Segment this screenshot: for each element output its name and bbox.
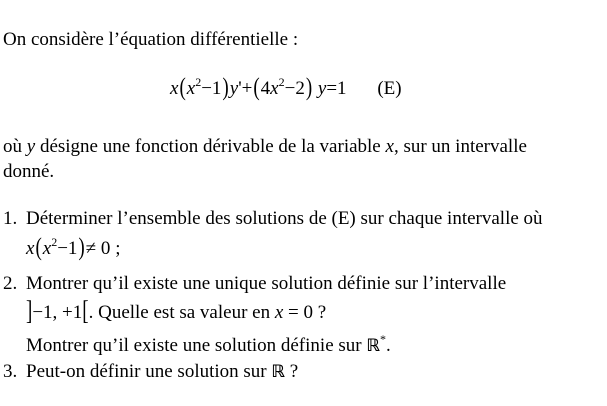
desc-y: y <box>26 136 36 157</box>
eq-paren-open: ( <box>179 73 186 102</box>
question-3 <box>3 361 298 383</box>
q1-cond-minus1: −1 <box>57 238 78 259</box>
eq-x2: x <box>186 78 196 99</box>
question-1-condition <box>26 233 121 262</box>
q1-cond-tail: ; <box>110 238 121 259</box>
eq-y: y <box>317 78 327 99</box>
q3-number: 3. <box>3 361 18 382</box>
intro-text <box>3 29 298 51</box>
desc-part2: désigne une fonction dérivable de la variable <box>35 136 386 157</box>
q2-text3: Montrer qu’il existe une solution définie sur <box>26 335 367 356</box>
eq-prime: ' <box>238 78 242 99</box>
intro-label: On considère l’équation différentielle : <box>3 29 299 50</box>
q2-bracket-open: ] <box>26 296 33 327</box>
q1-paren-close: ) <box>78 233 85 262</box>
eq-exp2: 2 <box>195 75 202 89</box>
q2-number: 2. <box>3 273 18 294</box>
eq-x: x <box>170 78 179 99</box>
eq-plus: + <box>241 78 253 99</box>
q1-paren-open: ( <box>35 233 42 262</box>
q2-interval: −1, +1 <box>32 302 83 323</box>
question-2-reals-line <box>26 332 391 357</box>
q2-x: x <box>274 302 284 323</box>
eq-yprime: y <box>229 78 239 99</box>
q2-dot: . <box>385 335 391 356</box>
eq-minus2: −2 <box>284 78 305 99</box>
desc-x: x <box>385 136 394 157</box>
q1-cond-rest: ≠ 0 <box>85 238 111 259</box>
eq-exp2b: 2 <box>278 75 285 89</box>
question-2-interval-line <box>26 296 327 327</box>
q2-text: Montrer qu’il existe une unique solution définie sur l’intervalle <box>26 273 507 294</box>
q2-bracket-close: [ <box>82 296 89 327</box>
eq-4x: 4x <box>260 78 279 99</box>
q3-text: Peut-on définir une solution sur <box>26 361 272 382</box>
equation-label: (E) <box>377 78 402 99</box>
desc-part3: , sur un intervalle <box>393 136 527 157</box>
q1-cond-x: x <box>26 238 35 259</box>
question-2 <box>3 273 506 295</box>
eq-paren-close-2: ) <box>305 73 313 102</box>
q1-cond-exp: 2 <box>51 235 58 249</box>
question-1 <box>3 208 543 230</box>
q3-reals-symbol: ℝ <box>271 362 286 382</box>
q1-number: 1. <box>3 208 18 229</box>
desc-part1: où <box>3 136 27 157</box>
differential-equation <box>170 73 402 102</box>
eq-paren-close: ) <box>222 73 229 102</box>
q1-text: Déterminer l’ensemble des solutions de (E) sur chaque intervalle où <box>26 208 543 229</box>
q2-reals-symbol: ℝ <box>366 336 380 356</box>
q2-eq0: = 0 <box>283 302 313 323</box>
q2-star: * <box>379 332 386 346</box>
eq-equals-one: =1 <box>326 78 347 99</box>
eq-minus1: −1 <box>201 78 222 99</box>
q3-qmark: ? <box>285 361 299 382</box>
q2-qmark: ? <box>312 302 327 323</box>
description-line-2 <box>3 161 54 183</box>
q2-text2: . Quelle est sa valeur en <box>88 302 275 323</box>
desc-line2: donné. <box>3 161 55 182</box>
q1-cond-inner-x: x <box>42 238 52 259</box>
eq-paren-open-2: ( <box>253 73 260 102</box>
description-line-1 <box>3 136 527 158</box>
